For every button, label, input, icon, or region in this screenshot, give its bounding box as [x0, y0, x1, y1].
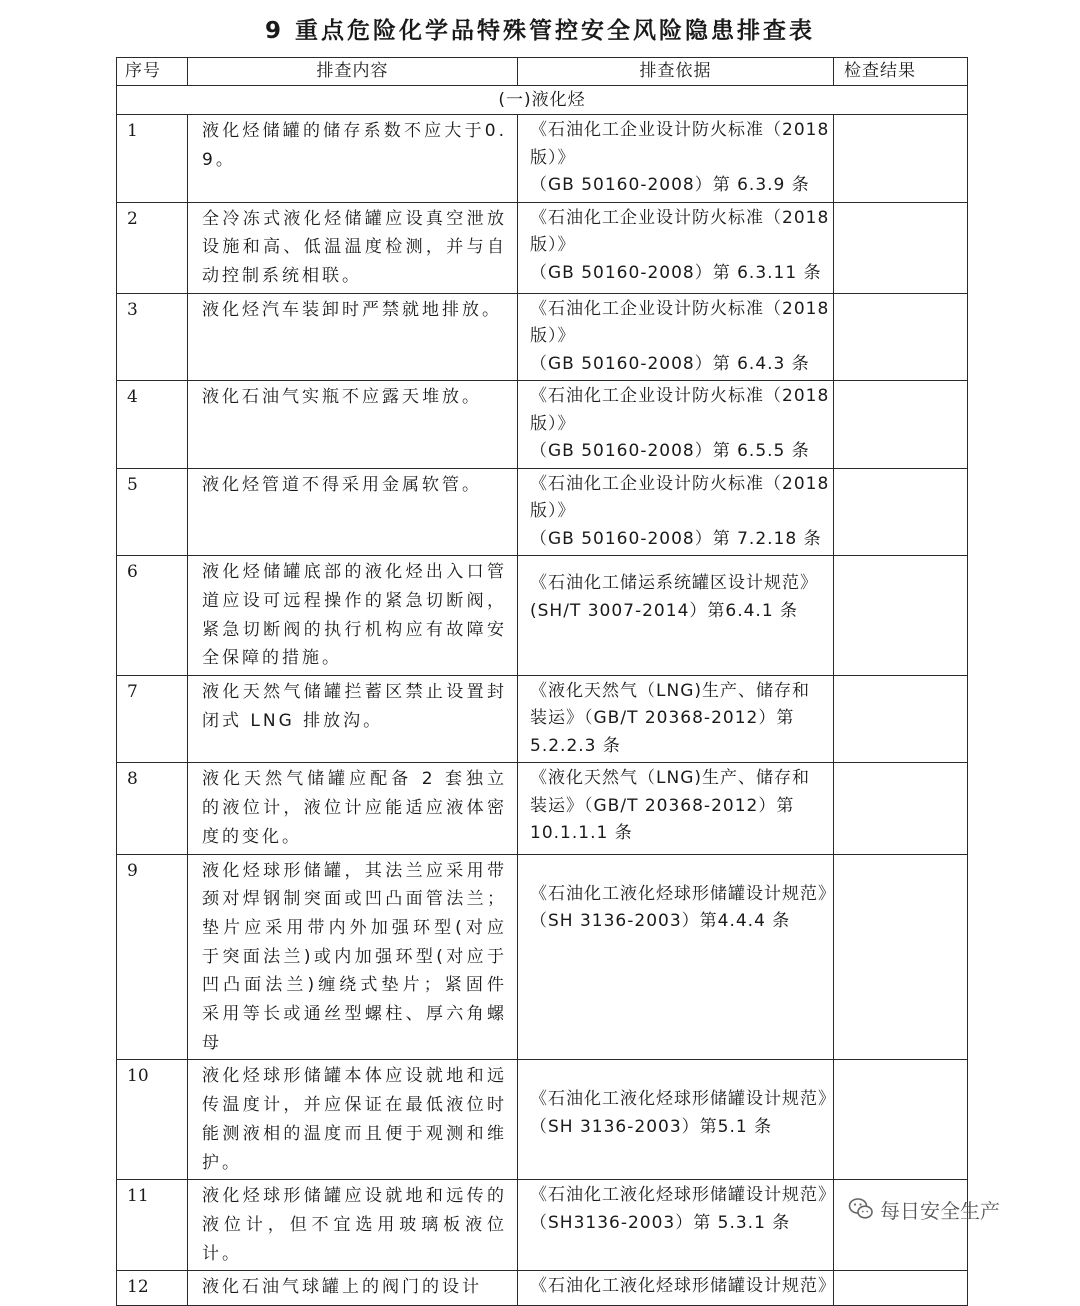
table-header-row: [117, 58, 968, 86]
row-basis: [518, 763, 834, 854]
row-result: [834, 381, 968, 469]
row-result: [834, 854, 968, 1060]
table-row: [117, 115, 968, 203]
basis-line: 5.2.2.3 条: [530, 735, 621, 756]
table-row: [117, 763, 968, 854]
row-result: [834, 675, 968, 763]
table-row: [117, 1180, 968, 1271]
row-number: 8: [117, 763, 188, 854]
basis-line: 《石油化工企业设计防火标准（2018: [530, 298, 830, 319]
basis-line: 10.1.1.1 条: [530, 823, 633, 844]
row-number: 4: [117, 381, 188, 469]
table-row: [117, 1060, 968, 1180]
basis-line: 《石油化工储运系统罐区设计规范》: [530, 573, 818, 594]
page-title: 9 重点危险化学品特殊管控安全风险隐患排查表: [264, 18, 815, 44]
row-basis: [518, 1180, 834, 1271]
row-content: 液化烃汽车装卸时严禁就地排放。: [188, 293, 518, 381]
basis-line: 装运》（GB/T 20368-2012）第: [530, 708, 795, 729]
row-basis: [518, 1060, 834, 1180]
row-content: 全冷冻式液化烃储罐应设真空泄放设施和高、低温温度检测，并与自动控制系统相联。: [188, 202, 518, 293]
row-basis: [518, 115, 834, 203]
row-number: 11: [117, 1180, 188, 1271]
row-basis: [518, 202, 834, 293]
row-basis: [518, 556, 834, 676]
row-content: 液化烃球形储罐本体应设就地和远传温度计，并应保证在最低液位时能测液相的温度而且便于观测和维护。: [188, 1060, 518, 1180]
basis-line: 版）》: [530, 326, 576, 347]
basis-line: 版）》: [530, 147, 576, 168]
basis-line: (SH/T 3007-2014）第6.4.1 条: [530, 600, 799, 621]
row-basis: [518, 854, 834, 1060]
basis-line: 《石油化工企业设计防火标准（2018: [530, 386, 830, 407]
row-content: 液化石油气实瓶不应露天堆放。: [188, 381, 518, 469]
row-result: [834, 293, 968, 381]
row-number: 1: [117, 115, 188, 203]
basis-line: （GB 50160-2008）第 6.3.9 条: [530, 175, 810, 195]
wechat-icon: [848, 1196, 874, 1222]
basis-line: 版）》: [530, 413, 576, 434]
row-content: 液化石油气球罐上的阀门的设计: [188, 1271, 518, 1306]
row-content: 液化天然气储罐拦蓄区禁止设置封闭式 LNG 排放沟。: [188, 675, 518, 763]
row-result: [834, 556, 968, 676]
section-title: (一)液化烃: [117, 86, 968, 115]
watermark-text: 每日安全生产: [880, 1198, 1000, 1223]
basis-line: 《石油化工企业设计防火标准（2018: [530, 120, 830, 140]
row-number: 7: [117, 675, 188, 763]
basis-line: 《液化天然气（LNG)生产、储存和: [530, 768, 810, 789]
basis-line: 《石油化工液化烃球形储罐设计规范》: [530, 1185, 836, 1206]
row-number: 10: [117, 1060, 188, 1180]
basis-line: 《石油化工液化烃球形储罐设计规范》: [530, 1089, 836, 1110]
table-row: [117, 854, 968, 1060]
row-basis: [518, 381, 834, 469]
row-content: 液化烃球形储罐应设就地和远传的液位计，但不宜选用玻璃板液位计。: [188, 1180, 518, 1271]
basis-line: 《石油化工液化烃球形储罐设计规范》: [530, 1276, 836, 1297]
section-row: [117, 86, 968, 115]
basis-line: 《石油化工企业设计防火标准（2018: [530, 473, 830, 494]
basis-line: （SH 3136-2003）第4.4.4 条: [530, 911, 791, 932]
inspection-table: [116, 57, 968, 1306]
basis-line: 《石油化工企业设计防火标准（2018: [530, 207, 830, 228]
basis-line: （SH3136-2003）第 5.3.1 条: [530, 1212, 791, 1233]
row-result: [834, 763, 968, 854]
row-number: 5: [117, 468, 188, 556]
basis-line: 版）》: [530, 235, 576, 255]
row-result: [834, 468, 968, 556]
row-basis: [518, 675, 834, 763]
row-content: 液化烃储罐的储存系数不应大于0.9。: [188, 115, 518, 203]
row-content: 液化烃球形储罐，其法兰应采用带颈对焊钢制突面或凹凸面管法兰；垫片应采用带内外加强环型(对应于突面法兰)或内加强环型(对应于凹凸面法兰)缠绕式垫片；紧固件采用等长或通丝型螺柱、厚六角螺母: [188, 854, 518, 1060]
basis-line: 《石油化工液化烃球形储罐设计规范》: [530, 883, 836, 904]
row-number: 2: [117, 202, 188, 293]
table-row: [117, 468, 968, 556]
table-row: [117, 675, 968, 763]
header-basis: 排查依据: [518, 58, 834, 86]
basis-line: 版）》: [530, 501, 576, 522]
row-result: [834, 202, 968, 293]
header-no: 序号: [117, 58, 188, 86]
table-row: [117, 293, 968, 381]
basis-line: （GB 50160-2008）第 6.3.11 条: [530, 262, 822, 283]
basis-line: （GB 50160-2008）第 6.5.5 条: [530, 441, 810, 462]
basis-line: 《液化天然气（LNG)生产、储存和: [530, 680, 810, 701]
row-content: 液化烃管道不得采用金属软管。: [188, 468, 518, 556]
row-number: 6: [117, 556, 188, 676]
basis-line: （SH 3136-2003）第5.1 条: [530, 1116, 773, 1137]
row-result: [834, 1271, 968, 1306]
row-number: 12: [117, 1271, 188, 1306]
row-number: 3: [117, 293, 188, 381]
basis-line: （GB 50160-2008）第 6.4.3 条: [530, 353, 810, 374]
row-basis: [518, 1271, 834, 1306]
row-content: 液化烃储罐底部的液化烃出入口管道应设可远程操作的紧急切断阀，紧急切断阀的执行机构应有故障安全保障的措施。: [188, 556, 518, 676]
row-result: [834, 1060, 968, 1180]
header-result: 检查结果: [834, 58, 968, 86]
basis-line: （GB 50160-2008）第 7.2.18 条: [530, 528, 822, 549]
watermark: [848, 1194, 1000, 1224]
table-row: [117, 1271, 968, 1306]
table-row: [117, 556, 968, 676]
row-basis: [518, 293, 834, 381]
row-basis: [518, 468, 834, 556]
basis-line: 装运》（GB/T 20368-2012）第: [530, 795, 795, 816]
row-content: 液化天然气储罐应配备 2 套独立的液位计，液位计应能适应液体密度的变化。: [188, 763, 518, 854]
table-row: [117, 381, 968, 469]
row-number: 9: [117, 854, 188, 1060]
row-result: [834, 115, 968, 203]
header-content: 排查内容: [188, 58, 518, 86]
table-row: [117, 202, 968, 293]
